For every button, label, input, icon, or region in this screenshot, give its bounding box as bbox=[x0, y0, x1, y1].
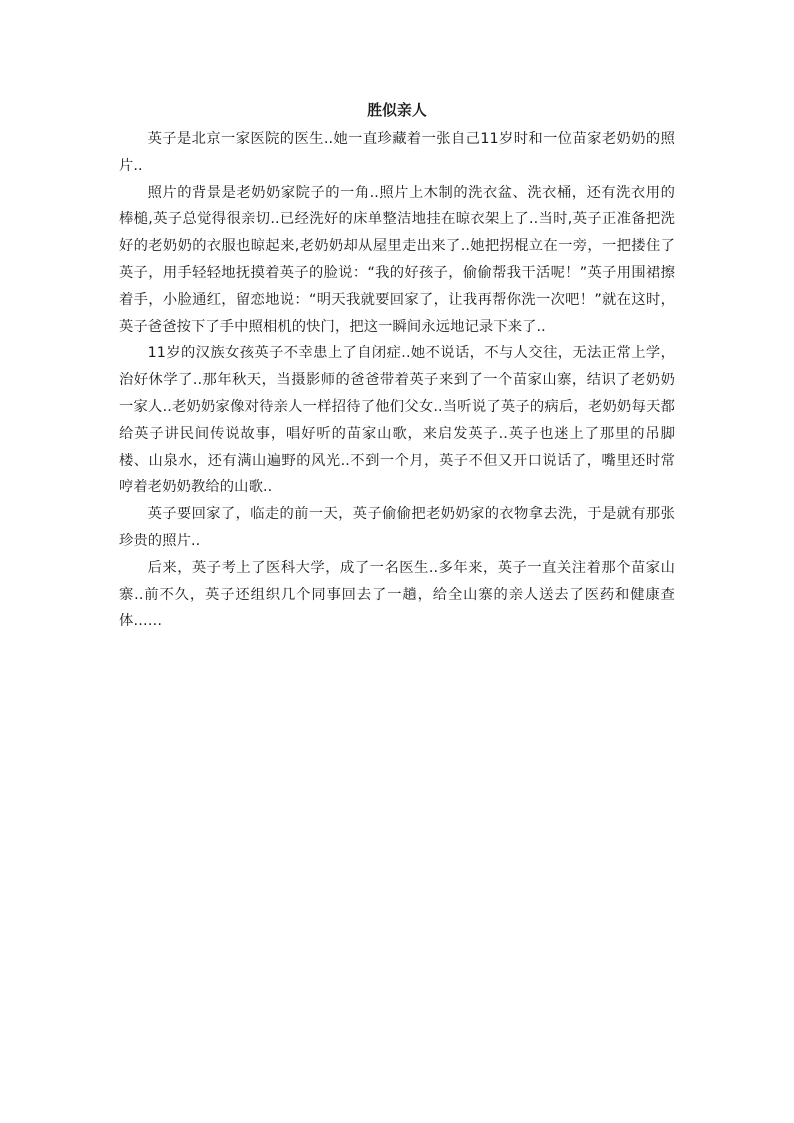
paragraph-1: 英子是北京一家医院的医生..她一直珍藏着一张自己11岁时和一位苗家老奶奶的照片.. bbox=[119, 131, 675, 174]
paragraph-5: 后来，英子考上了医科大学，成了一名医生..多年来，英子一直关注着那个苗家山寨..前不久，英子还组织几个同事回去了一趟，给全山寨的亲人送去了医药和健康查体…… bbox=[119, 559, 675, 630]
paragraph-2: 照片的背景是老奶奶家院子的一角..照片上木制的洗衣盆、洗衣桶，还有洗衣用的棒槌,英子总觉得很亲切..已经洗好的床单整洁地挂在晾衣架上了..当时,英子正准备把洗好的老奶奶的衣服也晾起来,老奶奶却从屋里走出来了..她把拐棍立在一旁，一把搂住了英子，用手轻轻地抚摸着英子的脸说：“我的好孩子，偷偷帮我干活呢！”英子用围裙擦着手，小脸通红，留恋地说：“明天我就要回家了，让我再帮你洗一次吧！”就在这时，英子爸爸按下了手中照相机的快门，把这一瞬间永远地记录下来了.. bbox=[119, 184, 675, 335]
document-body bbox=[119, 98, 675, 635]
paragraph-4: 英子要回家了，临走的前一天，英子偷偷把老奶奶家的衣物拿去洗，于是就有那张珍贵的照片.. bbox=[119, 506, 675, 549]
document-title: 胜似亲人 bbox=[367, 102, 427, 119]
paragraph-3: 11岁的汉族女孩英子不幸患上了自闭症..她不说话，不与人交往，无法正常上学，治好休学了..那年秋天，当摄影师的爸爸带着英子来到了一个苗家山寨，结识了老奶奶一家人..老奶奶家像对待亲人一样招待了他们父女..当听说了英子的病后，老奶奶每天都给英子讲民间传说故事，唱好听的苗家山歌，来启发英子..英子也迷上了那里的吊脚楼、山泉水，还有满山遍野的风光..不到一个月，英子不但又开口说话了，嘴里还时常哼着老奶奶教给的山歌.. bbox=[119, 345, 675, 496]
